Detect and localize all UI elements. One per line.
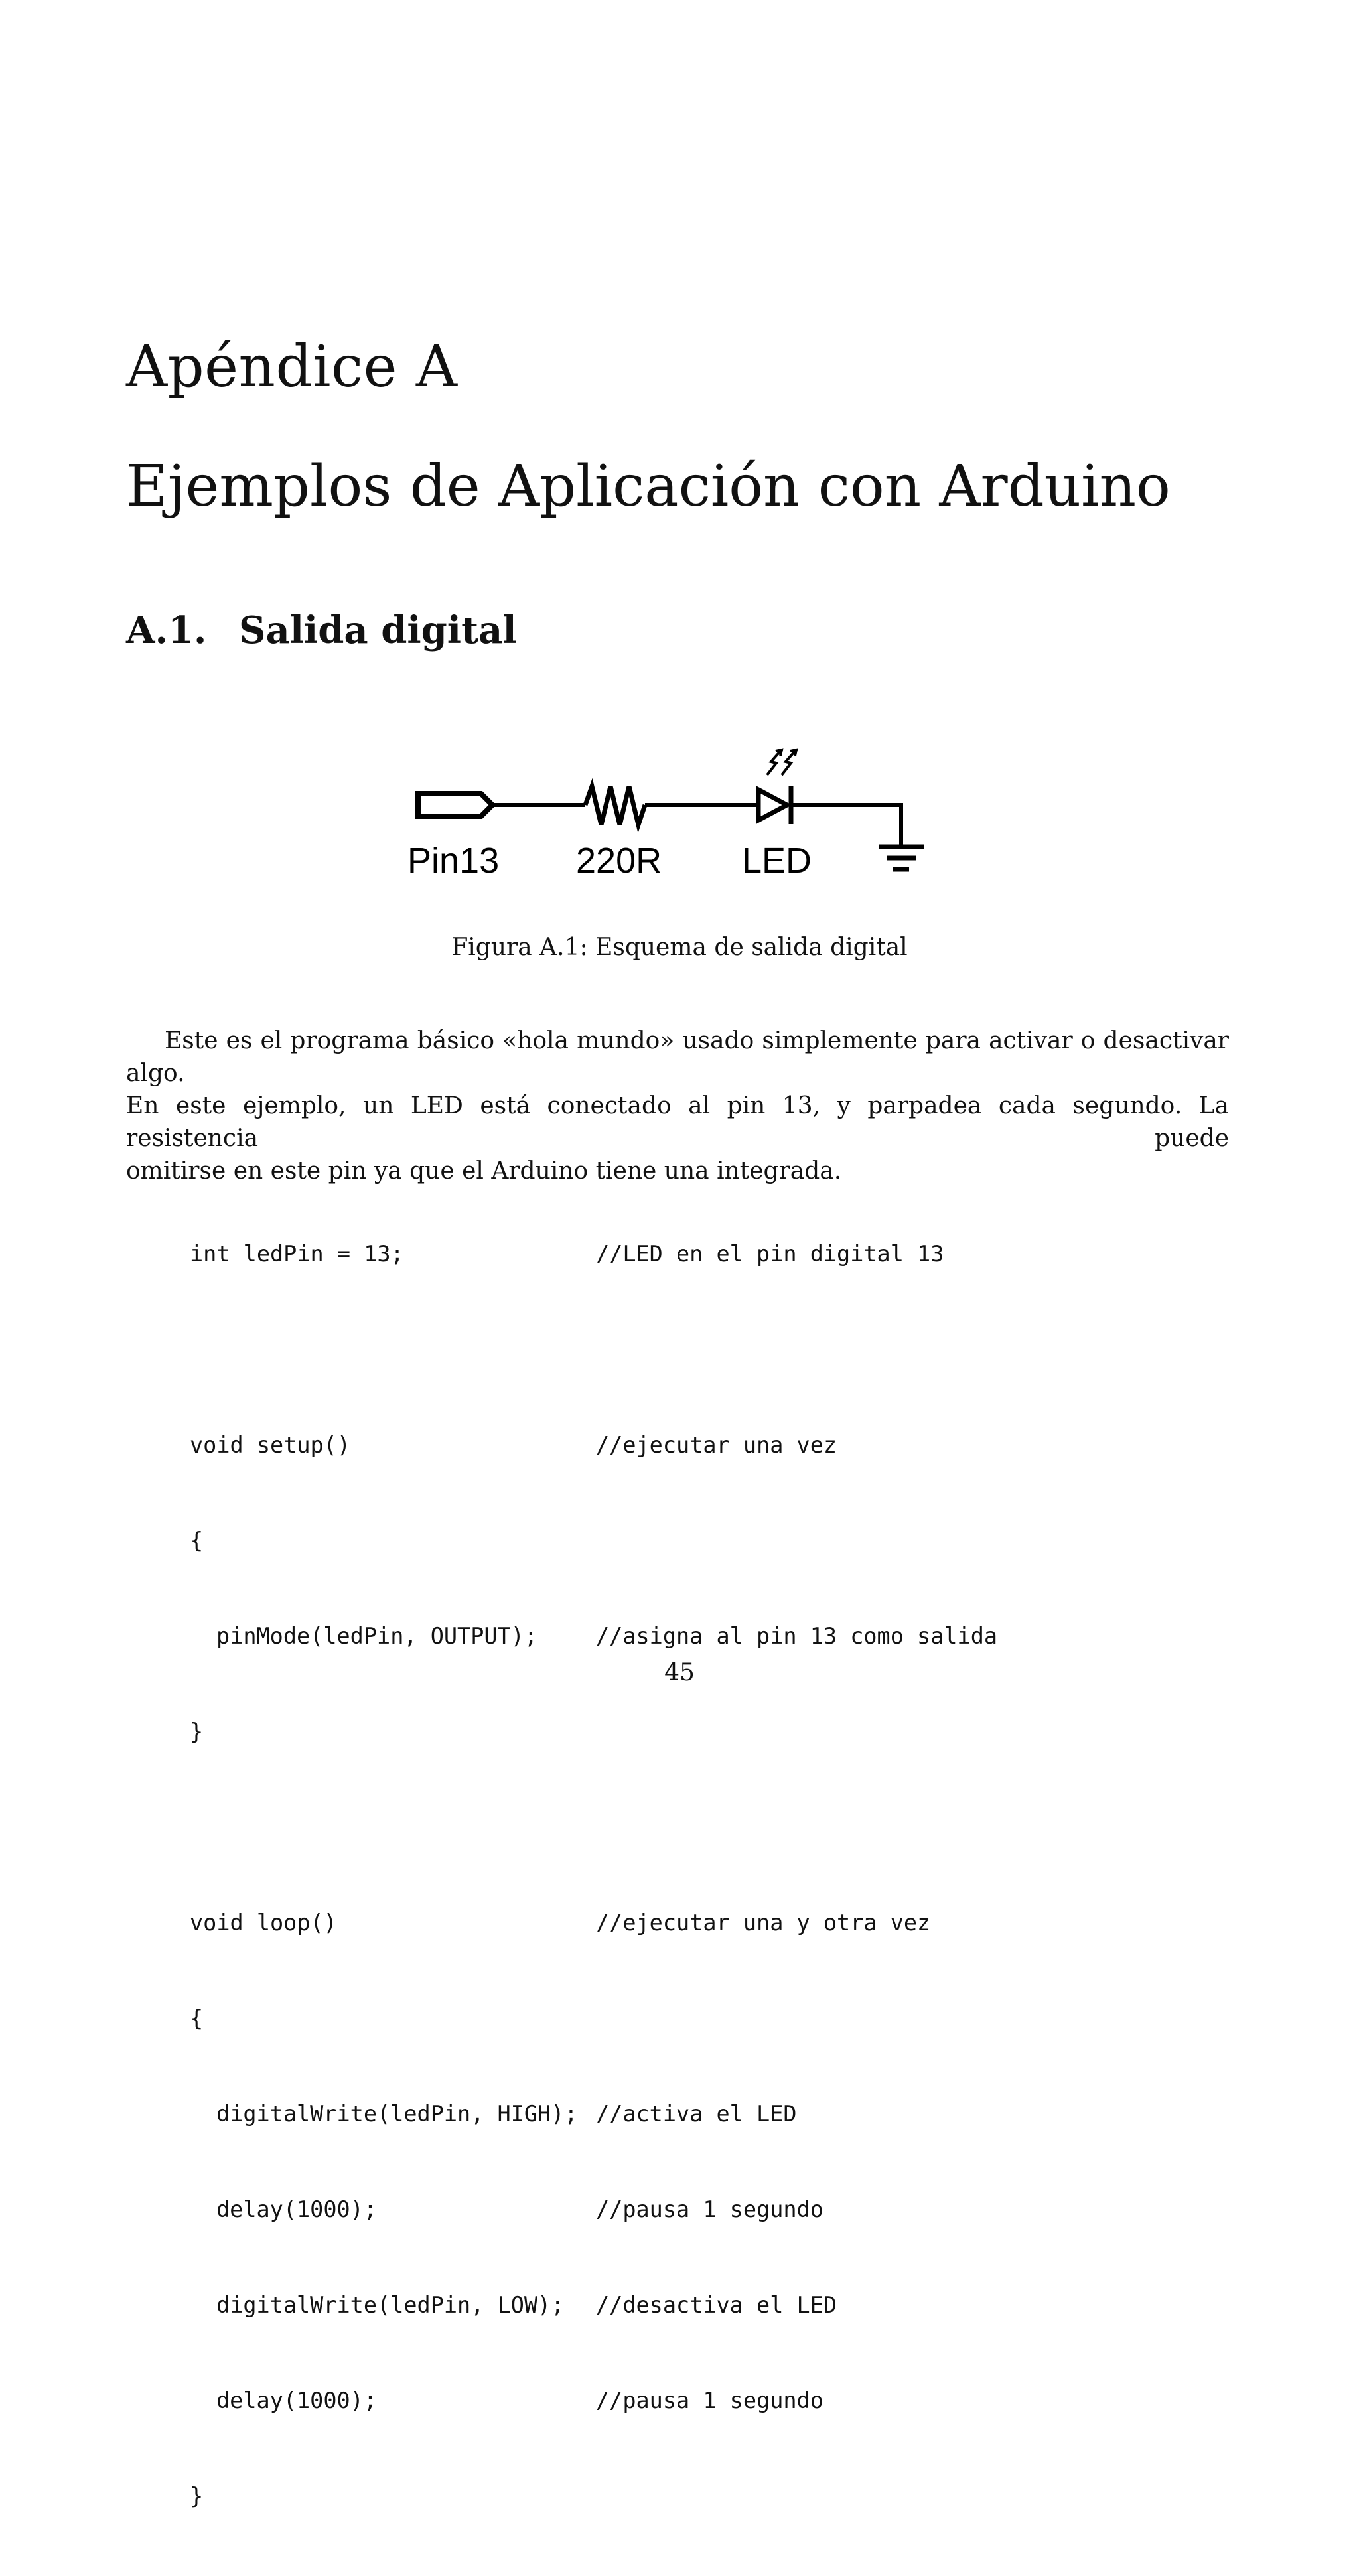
code-statement: void setup() <box>190 1432 351 1458</box>
code-comment: //ejecutar una vez <box>596 1432 837 1458</box>
body-paragraph <box>126 1025 1229 1187</box>
resistor-icon <box>585 786 645 825</box>
code-statement: { <box>190 2005 204 2031</box>
code-comment: //ejecutar una y otra vez <box>596 1910 931 1936</box>
code-comment: //pausa 1 segundo <box>596 2388 823 2413</box>
code-statement: digitalWrite(ledPin, HIGH); <box>216 2101 578 2127</box>
code-comment: //activa el LED <box>596 2101 797 2127</box>
code-statement: digitalWrite(ledPin, LOW); <box>216 2292 565 2318</box>
code-statement: pinMode(ledPin, OUTPUT); <box>216 1623 538 1649</box>
code-comment: //asigna al pin 13 como salida <box>596 1623 998 1649</box>
code-line <box>190 1429 997 1461</box>
code-line <box>190 1525 997 1557</box>
led-diode-icon <box>758 786 791 824</box>
code-line <box>190 1334 997 1366</box>
code-comment: //LED en el pin digital 13 <box>596 1241 944 1267</box>
page-number: 45 <box>664 1659 695 1686</box>
code-comment: //pausa 1 segundo <box>596 2196 823 2222</box>
code-statement: { <box>190 1528 204 1553</box>
section-heading <box>126 608 517 652</box>
section-number: A.1. <box>126 608 207 652</box>
code-line <box>190 1716 997 1748</box>
code-listing <box>190 1175 997 2576</box>
chapter-label: Apéndice A <box>126 334 458 400</box>
paragraph-line: omitirse en este pin ya que el Arduino tiene una integrada. <box>126 1157 842 1184</box>
code-line <box>190 2003 997 2035</box>
code-statement: } <box>190 1719 204 1745</box>
wire-segment <box>791 805 901 845</box>
ground-icon <box>879 847 924 869</box>
code-statement: } <box>190 2483 204 2509</box>
code-line <box>190 2289 997 2321</box>
paragraph-line: Este es el programa básico «hola mundo» usado simplemente para activar o desactivar algo. <box>126 1027 1229 1087</box>
led-label: LED <box>742 841 812 881</box>
code-comment: //desactiva el LED <box>596 2292 837 2318</box>
circuit-schematic <box>398 737 942 896</box>
code-statement: int ledPin = 13; <box>190 1241 404 1267</box>
code-line <box>190 2385 997 2417</box>
code-line <box>190 1812 997 1843</box>
code-statement: void loop() <box>190 1910 337 1936</box>
light-emission-icon <box>767 750 796 775</box>
figure-caption: Figura A.1: Esquema de salida digital <box>451 934 908 961</box>
code-line <box>190 2194 997 2226</box>
code-line <box>190 1907 997 1939</box>
code-line <box>190 1620 997 1652</box>
code-line <box>190 2098 997 2130</box>
pin-connector-icon <box>418 794 492 816</box>
code-statement: delay(1000); <box>216 2388 378 2413</box>
code-statement: delay(1000); <box>216 2196 378 2222</box>
code-line <box>190 1238 997 1270</box>
section-title: Salida digital <box>239 608 517 652</box>
code-line <box>190 2480 997 2512</box>
chapter-title: Ejemplos de Aplicación con Arduino <box>126 453 1171 520</box>
pin-label: Pin13 <box>407 841 500 881</box>
paragraph-line: En este ejemplo, un LED está conectado al pin 13, y parpadea cada segundo. La resistencia puede <box>126 1092 1229 1152</box>
resistor-label: 220R <box>576 841 662 881</box>
